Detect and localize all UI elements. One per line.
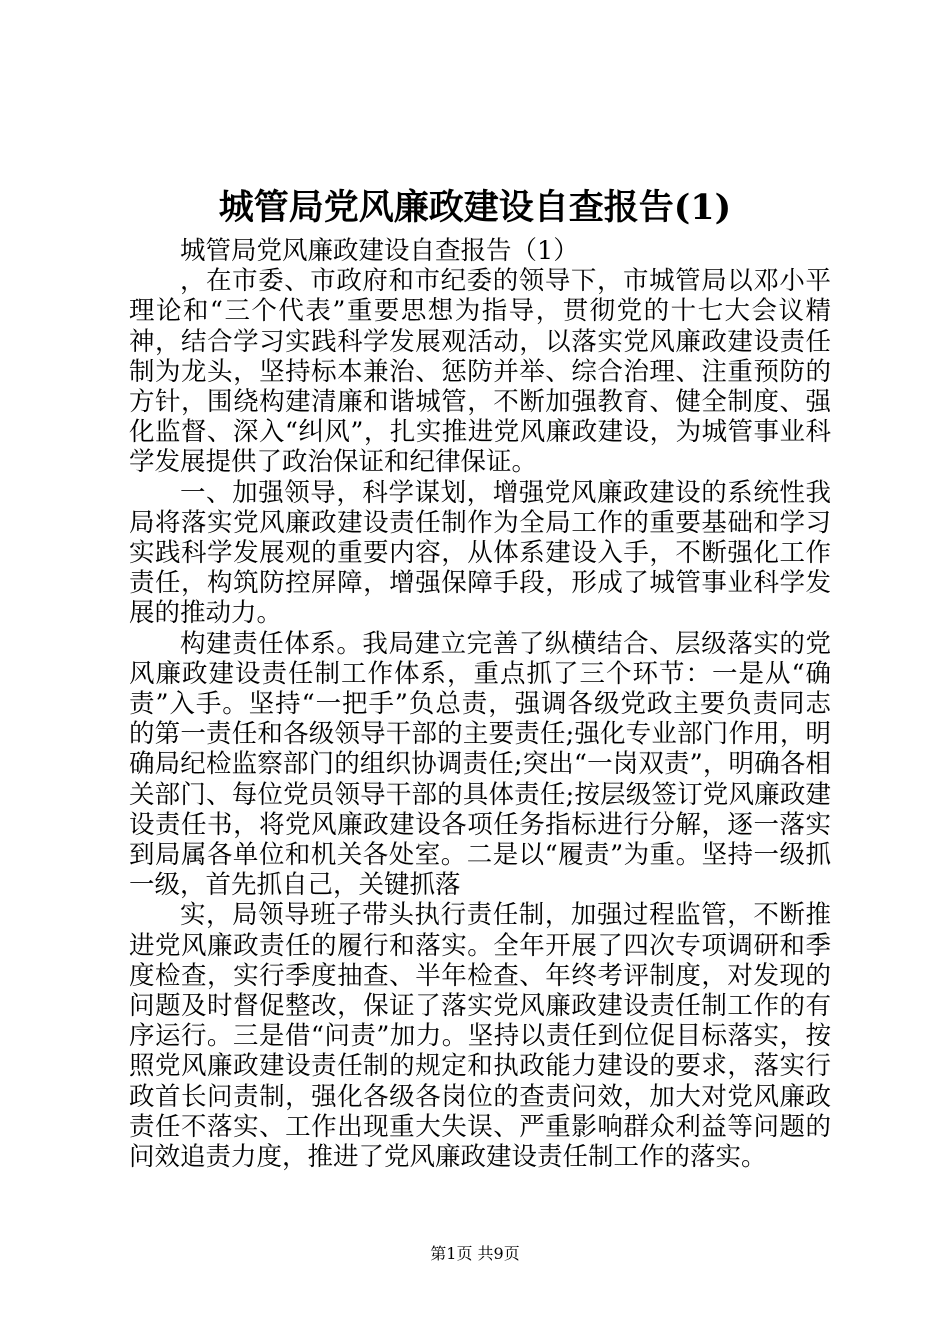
paragraph-intro: ，在市委、市政府和市纪委的领导下，市城管局以邓小平理论和“三个代表”重要思想为指导，贯彻党的十七大会议精神，结合学习实践科学发展观活动，以落实党风廉政建设责任制为龙头，坚持标本兼治、惩防并举、综合治理、注重预防的方针，围绕构建清廉和谐城管，不断加强教育、健全制度、强化监督、深入“纠风”，扎实推进党风廉政建设，为城管事业科学发展提供了政治保证和纪律保证。 bbox=[129, 266, 831, 478]
paragraph-implementation: 实，局领导班子带头执行责任制，加强过程监管，不断推进党风廉政责任的履行和落实。全年开展了四次专项调研和季度检查，实行季度抽查、半年检查、年终考评制度，对发现的问题及时督促整改，保证了落实党风廉政建设责任制工作的有序运行。三是借“问责”加力。坚持以责任到位促目标落实，按照党风廉政建设责任制的规定和执政能力建设的要求，落实行政首长问责制，强化各级各岗位的查责问效，加大对党风廉政责任不落实、工作出现重大失误、严重影响群众利益等问题的问效追责力度，推进了党风廉政建设责任制工作的落实。 bbox=[129, 900, 831, 1173]
paragraph-section-one: 一、加强领导，科学谋划，增强党风廉政建设的系统性我局将落实党风廉政建设责任制作为全局工作的重要基础和学习实践科学发展观的重要内容，从体系建设入手，不断强化工作责任，构筑防控屏障，增强保障手段，形成了城管事业科学发展的推动力。 bbox=[129, 477, 831, 629]
paragraph-subtitle: 城管局党风廉政建设自查报告（1） bbox=[180, 236, 579, 266]
document-body bbox=[129, 236, 831, 1172]
page-number-footer: 第1页 共9页 bbox=[430, 1244, 520, 1263]
paragraph-responsibility-system: 构建责任体系。我局建立完善了纵横结合、层级落实的党风廉政建设责任制工作体系，重点抓了三个环节：一是从“确责”入手。坚持“一把手”负总责，强调各级党政主要负责同志的第一责任和各级领导干部的主要责任;强化专业部门作用，明确局纪检监察部门的组织协调责任;突出“一岗双责”，明确各相关部门、每位党员领导干部的具体责任;按层级签订党风廉政建设责任书，将党风廉政建设各项任务指标进行分解，逐一落实到局属各单位和机关各处室。二是以“履责”为重。坚持一级抓一级，首先抓自己，关键抓落 bbox=[129, 628, 831, 901]
document-title: 城管局党风廉政建设自查报告(1) bbox=[218, 187, 732, 228]
